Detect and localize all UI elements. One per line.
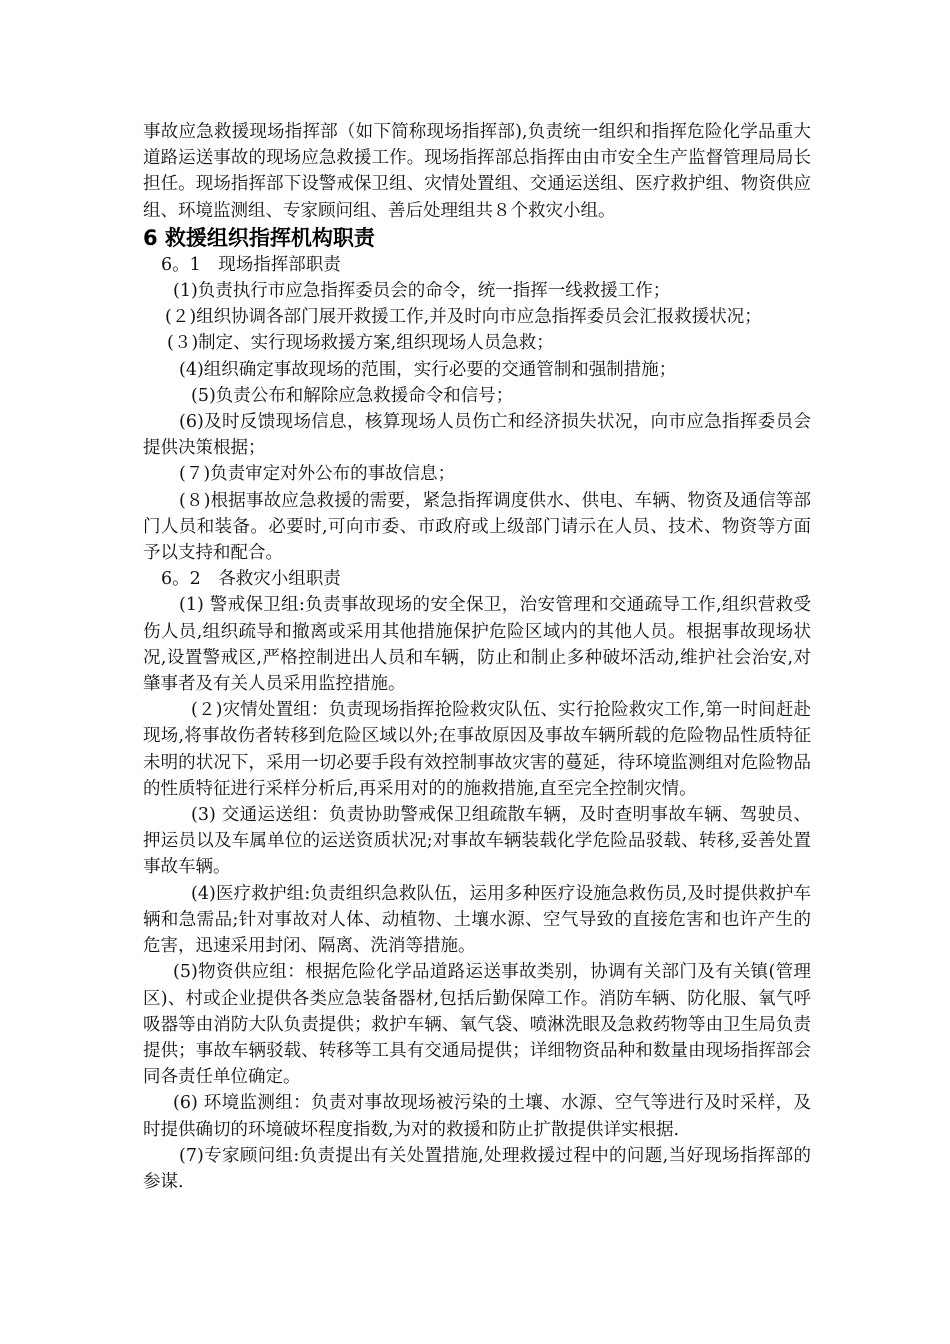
group-duty-disaster: (２)灾情处置组：负责现场指挥抢险救灾队伍、实行抢险救灾工作,第一时间赶赴现场,将事故伤者转移到危险区域以外;在事故原因及事故车辆所载的危险物品性质特征未明的状况下，采用一切必要手段有效控制事故灾害的蔓延，待环境监测组对危险物品的性质特征进行采样分析后,再采用对的的施救措施,直至完全控制灾情。 (143, 700, 811, 799)
section-heading: 6 救援组织指挥机构职责 (143, 225, 375, 250)
subsection-title-6-1: 6。1 现场指挥部职责 (161, 254, 341, 275)
command-duty-8: (８)根据事故应急救援的需要，紧急指挥调度供水、供电、车辆、物资及通信等部门人员和装备。必要时,可向市委、市政府或上级部门请示在人员、技术、物资等方面予以支持和配合。 (143, 490, 811, 564)
command-duty-5: (5)负责公布和解除应急救援命令和信号； (191, 385, 514, 406)
group-duty-environment: (6) 环境监测组：负责对事故现场被污染的土壤、水源、空气等进行及时采样，及时提供确切的环境破坏程度指数,为对的救援和防止扩散提供详实根据. (143, 1093, 811, 1140)
document-page (143, 119, 811, 1195)
group-duty-medical: (4)医疗救护组:负责组织急救队伍，运用多种医疗设施急救伤员,及时提供救护车辆和急需品;针对事故对人体、动植物、土壤水源、空气导致的直接危害和也许产生的危害，迅速采用封闭、隔离、洗消等措施。 (143, 883, 811, 957)
subsection-title-6-2: 6。2 各救灾小组职责 (161, 569, 341, 590)
group-duty-security: (1) 警戒保卫组:负责事故现场的安全保卫，治安管理和交通疏导工作,组织营救受伤人员,组织疏导和撤离或采用其他措施保护危险区域内的其他人员。根据事故现场状况,设置警戒区,严格控制进出人员和车辆，防止和制止多种破坏活动,维护社会治安,对肇事者及有关人员采用监控措施。 (143, 595, 811, 695)
group-duty-experts: (7)专家顾问组:负责提出有关处置措施,处理救援过程中的问题,当好现场指挥部的参谋. (143, 1145, 811, 1192)
command-duty-6: (6)及时反馈现场信息，核算现场人员伤亡和经济损失状况，向市应急指挥委员会提供决策根据； (143, 412, 811, 459)
command-duty-4: (4)组织确定事故现场的范围，实行必要的交通管制和强制措施； (179, 359, 677, 380)
command-duty-2: (２)组织协调各部门展开救援工作,并及时向市应急指挥委员会汇报救援状况； (165, 307, 762, 328)
command-duty-1: (1)负责执行市应急指挥委员会的命令，统一指挥一线救援工作； (173, 281, 671, 302)
intro-paragraph: 事故应急救援现场指挥部（如下简称现场指挥部),负责统一组织和指挥危险化学品重大道路运送事故的现场应急救援工作。现场指挥部总指挥由由市安全生产监督管理局局长担任。现场指挥部下设警戒保卫组、灾情处置组、交通运送组、医疗救护组、物资供应组、环境监测组、专家顾问组、善后处理组共８个救灾小组。 (143, 122, 811, 221)
command-duty-3: (３)制定、实行现场救援方案,组织现场人员急救； (167, 333, 554, 354)
group-duty-traffic: (3) 交通运送组：负责协助警戒保卫组疏散车辆，及时查明事故车辆、驾驶员、押运员以及车属单位的运送资质状况;对事故车辆装载化学危险品驳载、转移,妥善处置事故车辆。 (143, 805, 811, 878)
command-duty-7: (７)负责审定对外公布的事故信息； (179, 464, 456, 485)
group-duty-supplies: (5)物资供应组：根据危险化学品道路运送事故类别，协调有关部门及有关镇(管理区)、村或企业提供各类应急装备器材,包括后勤保障工作。消防车辆、防化服、氧气呼吸器等由消防大队负责提供；救护车辆、氧气袋、喷淋洗眼及急救药物等由卫生局负责提供；事故车辆驳载、转移等工具有交通局提供；详细物资品种和数量由现场指挥部会同各责任单位确定。 (143, 962, 811, 1088)
